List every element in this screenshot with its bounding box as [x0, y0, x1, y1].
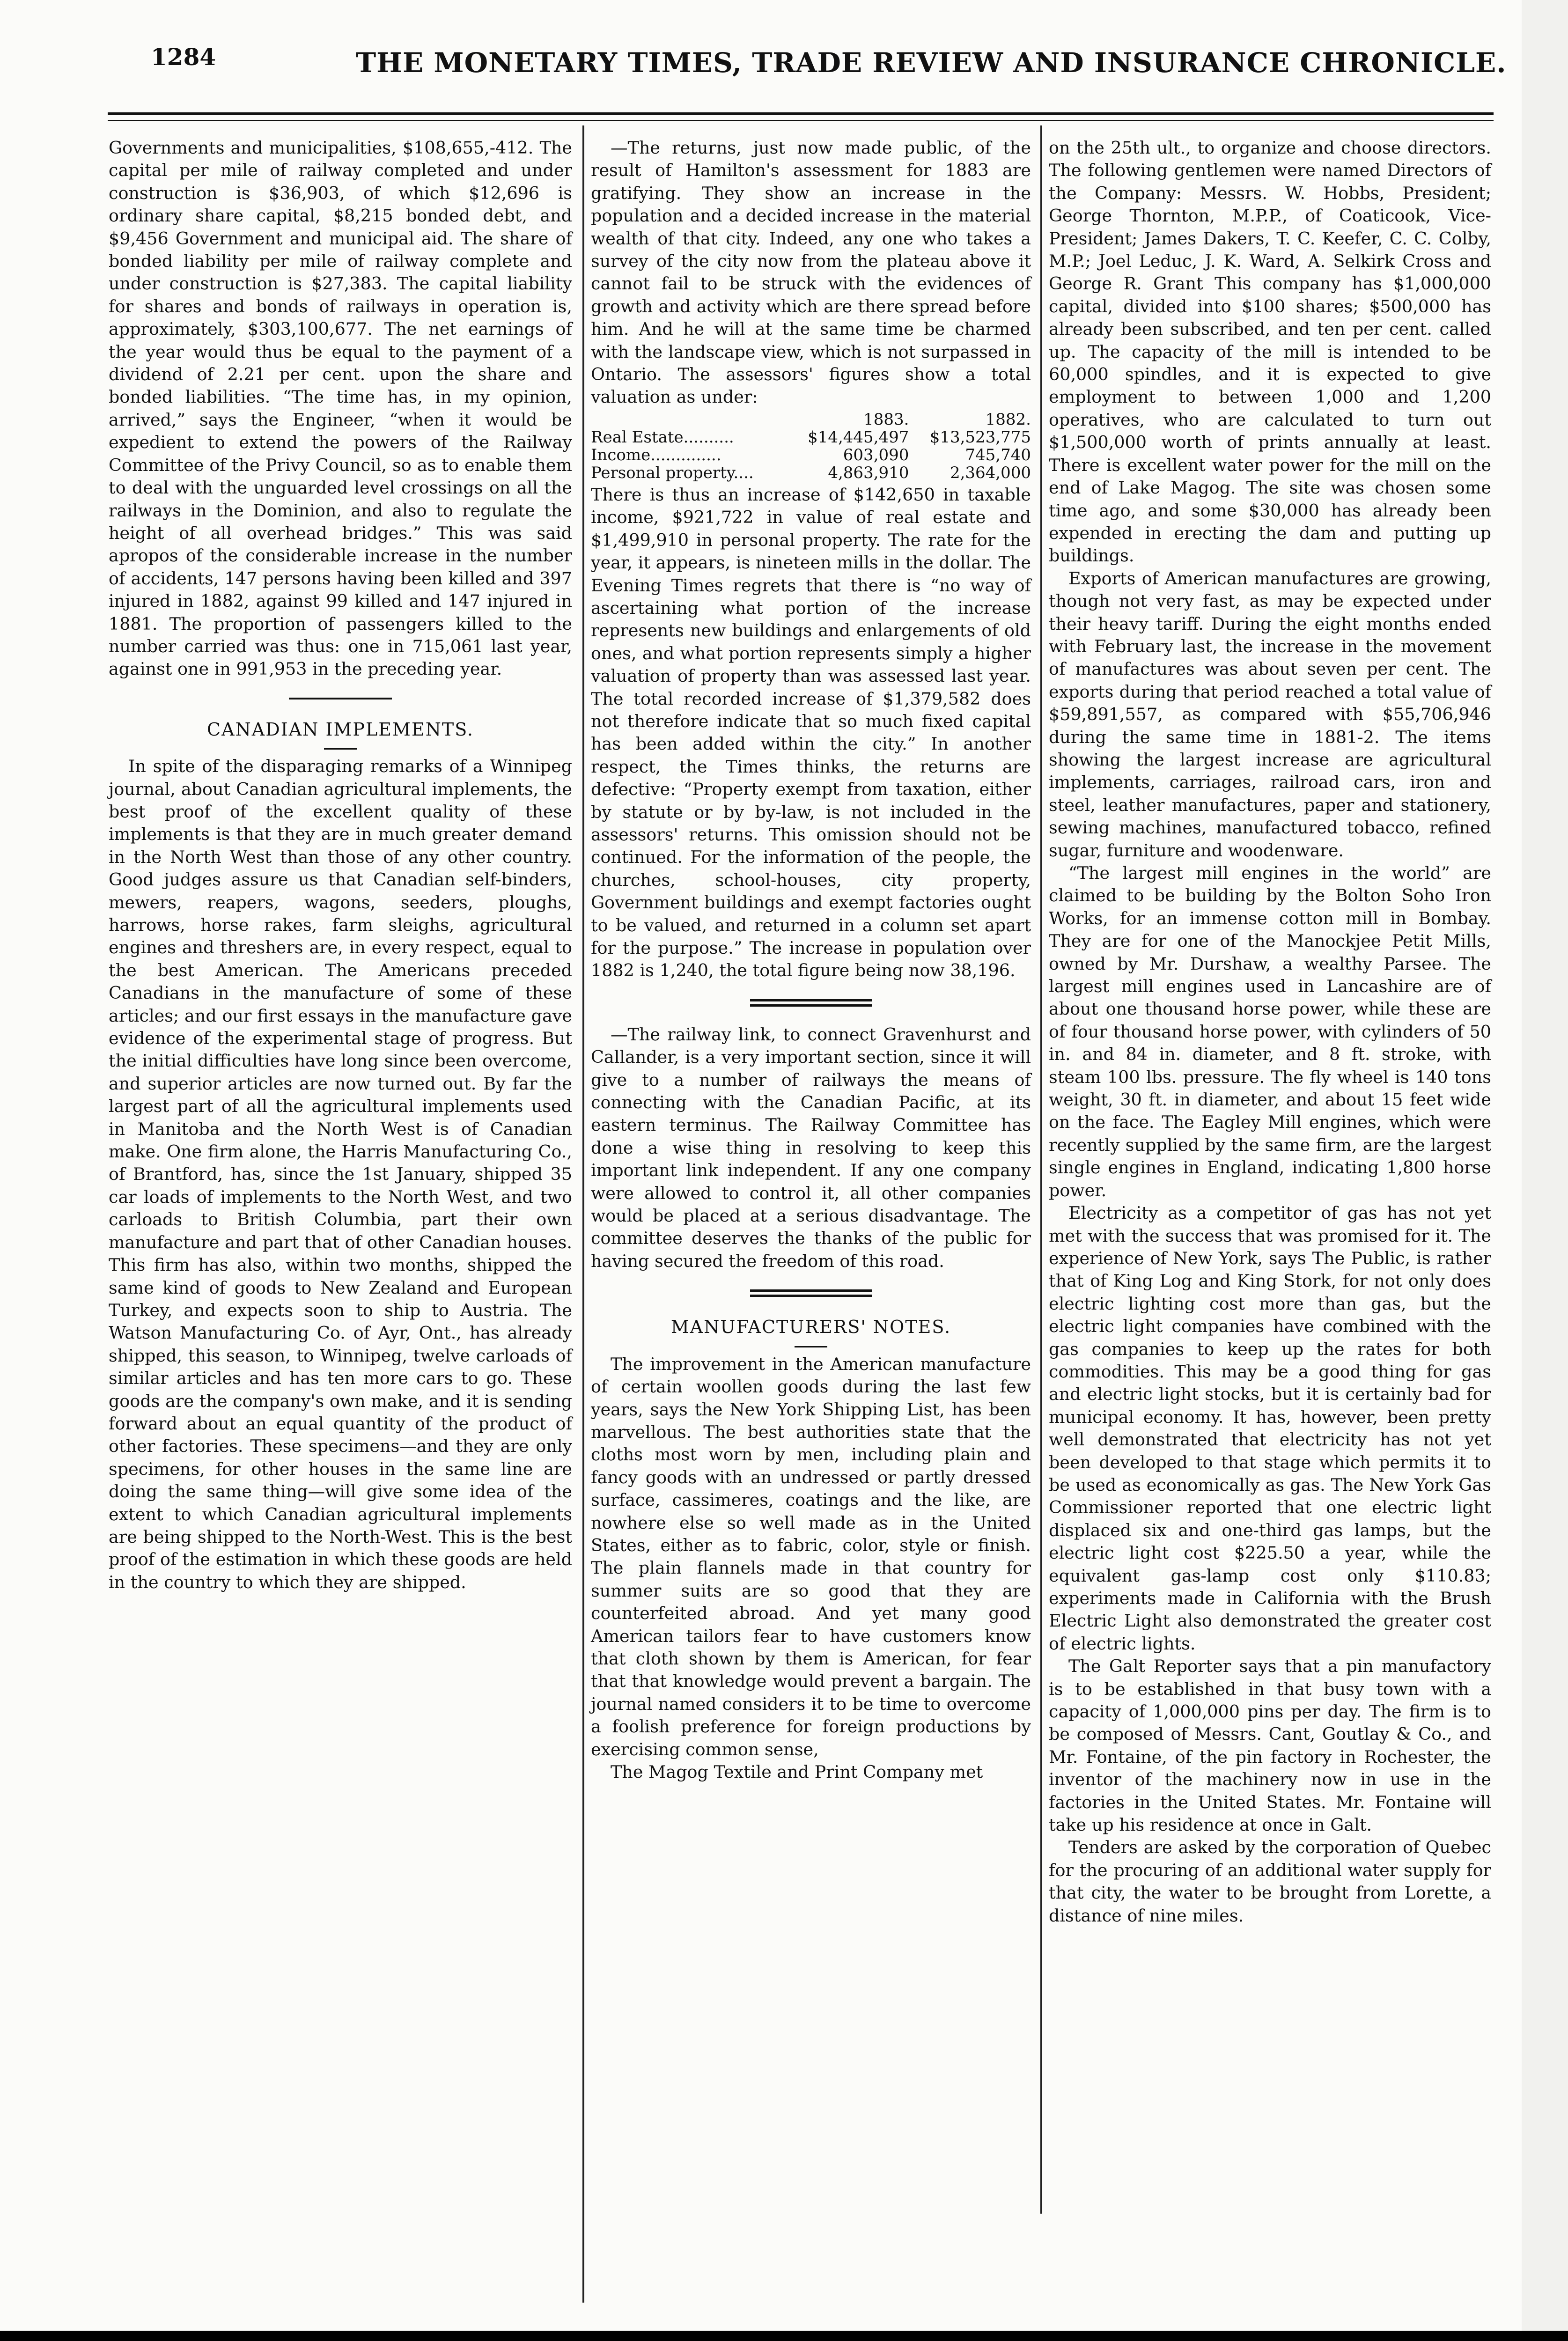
section-heading: CANADIAN IMPLEMENTS.: [207, 719, 474, 740]
page-edge: [1522, 0, 1568, 2341]
table-header-row: [591, 411, 1031, 428]
table-cell: 603,090: [843, 445, 909, 464]
heading-underline: [795, 1346, 827, 1347]
article-text: Tenders are asked by the corporation of Quebec for the procuring of an additional water supply for that city, the water to be brought from Lorette, a distance of nine miles.: [1049, 1837, 1491, 1926]
section-double-rule: [750, 999, 872, 1007]
article-text: on the 25th ult., to organize and choose directors. The following gentlemen were named Directors of the Company: Messrs. W. Hobbs, President; George Thornton, M.P.P., of Coaticook, Vice-President; James Dakers, T. C. Keefer, C. C. Colby, M.P.; Joel Leduc, J. K. Ward, A. Selkirk Cross and George R. Grant This company has $1,000,000 capital, divided into $100 shares; $500,000 has already been subscribed, and ten per cent. called up. The capacity of the mill is intended to be 60,000 spindles, and it is expected to give employment to between 1,000 and 1,200 operatives, who are calculated to turn out $1,500,000 worth of prints annually at least. There is excellent water power for the mill on the end of Lake Magog. The site was chosen some time ago, and some $30,000 has already been expended in erecting the dam and putting up buildings.: [1049, 138, 1491, 566]
column-divider: [582, 125, 584, 2303]
heading-underline: [324, 748, 357, 750]
article-text: —The returns, just now made public, of the result of Hamilton's assessment for 1883 are gratifying. They show an increase in the population and a decided increase in the material wealth of that city. Indeed, any one who takes a survey of the city now from the plateau above it cannot fail to be struck with the evidences of growth and activity which are there spread before him. And he will at the same time be charmed with the landscape view, which is not surpassed in Ontario. The assessors' figures show a total valuation as under:: [591, 138, 1031, 407]
table-cell: 4,863,910: [828, 463, 909, 482]
table-row: [591, 464, 1031, 482]
article-text: Exports of American manufactures are growing, though not very fast, as may be expected under their heavy tariff. During the eight months ended with February last, the increase in the movement of manufactures was about seven per cent. The exports during that period reached a total value of $59,891,557, as compared with $55,706,946 during the same time in 1881-2. The items showing the largest increase are agricultural implements, carriages, railroad cars, iron and steel, leather manufactures, paper and stationery, sewing machines, manufactured tobacco, refined sugar, furniture and woodenware.: [1049, 568, 1491, 861]
page-number: 1284: [151, 43, 216, 71]
header-rule-thin: [108, 120, 1494, 121]
article-text: In spite of the disparaging remarks of a Winnipeg journal, about Canadian agricultural implements, the best proof of the excellent quality of these implements is that they are in much greater demand in the North West than those of any other country. Good judges assure us that Canadian self-binders, mewers, reapers, wagons, seeders, ploughs, harrows, horse rakes, farm sleighs, agricultural engines and threshers are, in every respect, equal to the best American. The Americans preceded Canadians in the manufacture of some of these articles; and our first essays in the manufacture gave evidence of the experimental stage of progress. But the initial difficulties have long since been overcome, and superior articles are now turned out. By far the largest part of all the agricultural implements used in Manitoba and the North West is of Canadian make. One firm alone, the Harris Manufacturing Co., of Brantford, has, since the 1st January, shipped 35 car loads of implements to the North West, and two carloads to British Columbia, part their own manufacture and part that of other Canadian houses. This firm has also, within two months, shipped the same kind of goods to New Zealand and European Turkey, and expects soon to ship to Austria. The Watson Manufacturing Co. of Ayr, Ont., has already shipped, this season, to Winnipeg, twelve carloads of similar articles and has ten more cars to go. These goods are the company's own make, and it is sending forward about an equal quantity of the product of other factories. These specimens—and they are only specimens, for other houses in the same line are doing the same thing—will give some idea of the extent to which Canadian agricultural implements are being shipped to the North-West. This is the best proof of the estimation in which these goods are held in the country to which they are shipped.: [109, 756, 572, 1592]
table-header: 1883.: [863, 410, 909, 429]
table-cell: Income..............: [591, 445, 721, 464]
column-middle: [591, 137, 1031, 1783]
article-text: “The largest mill engines in the world” are claimed to be building by the Bolton Soho Iron Works, for an immense cotton mill in Bombay. They are for one of the Manockjee Petit Mills, owned by Mr. Durshaw, a wealthy Parsee. The largest mill engines used in Lancashire are of about one thousand horse power, while these are of four thousand horse power, with cylinders of 50 in. and 84 in. diameter, and 8 ft. stroke, with steam 100 lbs. pressure. The fly wheel is 140 tons weight, 30 ft. in diameter, and about 15 feet wide on the face. The Eagley Mill engines, which were recently supplied by the same firm, are the largest single engines in England, indicating 1,800 horse power.: [1049, 863, 1491, 1200]
table-cell: $14,445,497: [808, 427, 909, 447]
table-cell: Real Estate..........: [591, 427, 734, 447]
table-cell: Personal property....: [591, 463, 754, 482]
article-text: Electricity as a competitor of gas has not yet met with the success that was promised for it. The experience of New York, says The Public, is rather that of King Log and King Stork, for not only does electric lighting cost more than gas, but the electric light companies have combined with the gas companies to keep up the rates for both commodities. This may be a good thing for gas and electric light stocks, but it is certainly bad for municipal economy. It has, however, been pretty well demonstrated that electricity has not yet been developed to that stage which permits it to be used as economically as gas. The New York Gas Commissioner reported that one electric light displaced six and one-third gas lamps, but the electric light cost $225.50 a year, while the equivalent gas-lamp cost only $110.83; experiments made in California with the Brush Electric Light also demonstrated the greater cost of electric lights.: [1049, 1203, 1491, 1654]
section-double-rule: [750, 1289, 872, 1297]
table-cell: $13,523,775: [929, 427, 1031, 447]
article-text: The improvement in the American manufacture of certain woollen goods during the last few years, says the New York Shipping List, has been marvellous. The best authorities state that the cloths most worn by men, including plain and fancy goods with an undressed or partly dressed surface, cassimeres, coatings and the like, are nowhere else so well made as in the United States, either as to fabric, color, style or finish. The plain flannels made in that country for summer suits are so good that they are counterfeited abroad. And yet many good American tailors fear to have customers know that cloth shown by them is American, for fear that that knowledge would prevent a bargain. The journal named considers it to be time to overcome a foolish preference for foreign productions by exercising common sense,: [591, 1354, 1031, 1759]
table-cell: 2,364,000: [950, 463, 1031, 482]
header-rule-thick: [108, 112, 1494, 115]
table-row: [591, 428, 1031, 446]
section-heading: MANUFACTURERS' NOTES.: [670, 1317, 951, 1338]
masthead-title: THE MONETARY TIMES, TRADE REVIEW AND INSURANCE CHRONICLE.: [356, 47, 1507, 79]
table-row: [591, 446, 1031, 464]
article-text: There is thus an increase of $142,650 in taxable income, $921,722 in value of real estate and $1,499,910 in personal property. The rate for the year, it appears, is nineteen mills in the dollar. The Evening Times regrets that there is “no way of ascertaining what portion of the increase represents new buildings and enlargements of old ones, and what portion represents simply a higher valuation of property than was assessed last year. The total recorded increase of $1,379,582 does not therefore indicate that so much fixed capital has been added within the city.” In another respect, the Times thinks, the returns are defective: “Property exempt from taxation, either by statute or by by-law, is not included in the assessors' returns. This omission should not be continued. For the information of the people, the churches, school-houses, city property, Government buildings and exempt factories ought to be valued, and returned in a column set apart for the purpose.” The increase in population over 1882 is 1,240, the total figure being now 38,196.: [591, 484, 1031, 981]
column-divider: [1040, 125, 1042, 2214]
article-text: —The railway link, to connect Gravenhurst and Callander, is a very important section, since it will give to a number of railways the means of connecting with the Canadian Pacific, at its eastern terminus. The Railway Committee has done a wise thing in resolving to keep this important link independent. If any one company were allowed to control it, all other companies would be placed at a serious disadvantage. The committee deserves the thanks of the public for having secured the freedom of this road.: [591, 1024, 1031, 1271]
article-text: The Galt Reporter says that a pin manufactory is to be established in that busy town with a capacity of 1,000,000 pins per day. The firm is to be composed of Messrs. Cant, Goutlay & Co., and Mr. Fontaine, of the pin factory in Rochester, the inventor of the machinery now in use in the factories in the United States. Mr. Fontaine will take up his residence at once in Galt.: [1049, 1656, 1491, 1835]
table-header: 1882.: [985, 410, 1031, 429]
table-cell: 745,740: [965, 445, 1031, 464]
column-right: [1049, 137, 1491, 1927]
section-rule: [289, 698, 392, 699]
article-text: Governments and municipalities, $108,655,-412. The capital per mile of railway completed and under construction is $36,903, of which $12,696 is ordinary share capital, $8,215 bonded debt, and $9,456 Government and municipal aid. The share of bonded liability per mile of railway complete and under construction is $27,383. The capital liability for shares and bonds of railways in operation is, approximately, $303,100,677. The net earnings of the year would thus be equal to the payment of a dividend of 2.21 per cent. upon the share and bonded liabilities. “The time has, in my opinion, arrived,” says the Engineer, “when it would be expedient to extend the powers of the Railway Committee of the Privy Council, so as to enable them to deal with the unguarded level crossings on all the railways in the Dominion, and also to regulate the height of all overhead bridges.” This was said apropos of the considerable increase in the number of accidents, 147 persons having been killed and 397 injured in 1882, against 99 killed and 147 injured in 1881. The proportion of passengers killed to the number carried was thus: one in 715,061 last year, against one in 991,953 in the preceding year.: [109, 138, 572, 679]
column-left: [109, 137, 572, 1594]
article-text: The Magog Textile and Print Company met: [611, 1762, 983, 1782]
scan-border: [0, 2331, 1568, 2341]
valuation-table: [591, 411, 1031, 482]
